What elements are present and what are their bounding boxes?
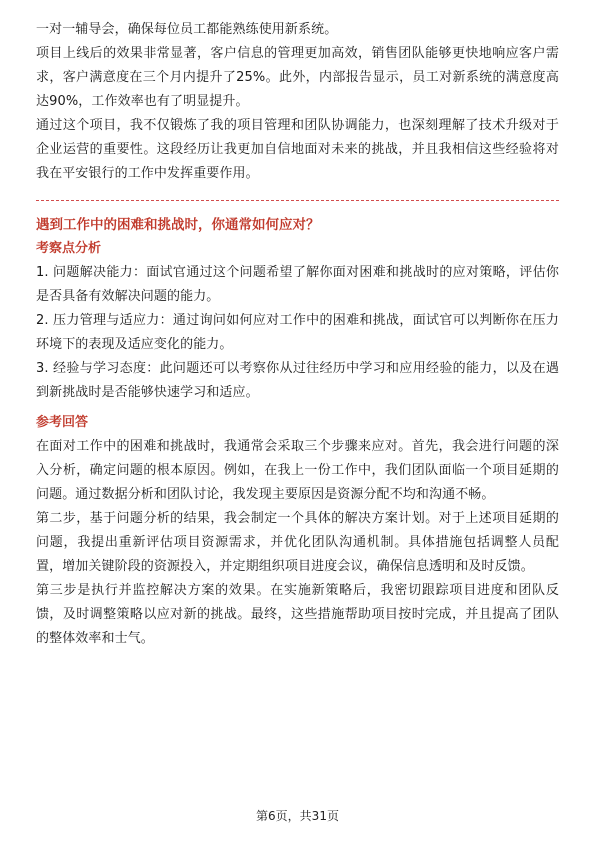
analysis-item-2: 2. 压力管理与适应力：通过询问如何应对工作中的困难和挑战，面试官可以判断你在压力环境下的表现及适应变化的能力。: [36, 313, 559, 352]
intro-paragraph-3: 通过这个项目，我不仅锻炼了我的项目管理和团队协调能力，也深刻理解了技术升级对于企业运营的重要性。这段经历让我更加自信地面对未来的挑战，并且我相信这些经验将对我在平安银行的工作中发挥重要作用。: [36, 118, 559, 181]
page-number: 第6页，共31页: [256, 809, 339, 823]
intro-paragraph-2: 项目上线后的效果非常显著，客户信息的管理更加高效，销售团队能够更快地响应客户需求，客户满意度在三个月内提升了25%。此外，内部报告显示，员工对新系统的满意度高达90%，工作效率也有了明显提升。: [36, 46, 559, 109]
page-content: [36, 18, 559, 651]
answer-paragraph-3: 第三步是执行并监控解决方案的效果。在实施新策略后，我密切跟踪项目进度和团队反馈，及时调整策略以应对新的挑战。最终，这些措施帮助项目按时完成，并且提高了团队的整体效率和士气。: [36, 583, 559, 646]
analysis-item-3: 3. 经验与学习态度：此问题还可以考察你从过往经历中学习和应用经验的能力，以及在遇到新挑战时是否能够快速学习和适应。: [36, 361, 559, 400]
intro-paragraph-1: 一对一辅导会，确保每位员工都能熟练使用新系统。: [36, 22, 338, 37]
question-title: 遇到工作中的困难和挑战时，你通常如何应对？: [36, 217, 320, 233]
answer-paragraph-1: 在面对工作中的困难和挑战时，我通常会采取三个步骤来应对。首先，我会进行问题的深入分析，确定问题的根本原因。例如，在我上一份工作中，我们团队面临一个项目延期的问题。通过数据分析和团队讨论，我发现主要原因是资源分配不均和沟通不畅。: [36, 439, 559, 502]
analysis-heading: 考察点分析: [36, 241, 102, 256]
answer-heading: 参考回答: [36, 415, 89, 430]
section-divider: [36, 200, 559, 201]
analysis-item-1: 1. 问题解决能力：面试官通过这个问题希望了解你面对困难和挑战时的应对策略，评估你是否具备有效解决问题的能力。: [36, 265, 559, 304]
answer-paragraph-2: 第二步，基于问题分析的结果，我会制定一个具体的解决方案计划。对于上述项目延期的问题，我提出重新评估项目资源需求，并优化团队沟通机制。具体措施包括调整人员配置，增加关键阶段的资源投入，并定期组织项目进度会议，确保信息透明和及时反馈。: [36, 511, 559, 574]
